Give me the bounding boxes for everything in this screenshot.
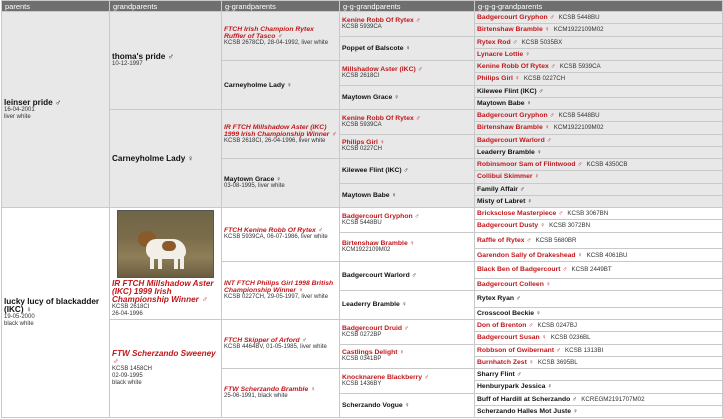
gg-grandparent-detail: KCSB 0227CH xyxy=(342,146,383,153)
g-grandparent-name[interactable]: FTCH Irish Champion Rytex Ruffler of Tasco ♂ xyxy=(224,25,314,40)
grandparent-name[interactable]: FTW Scherzando Sweeney ♂ xyxy=(112,349,216,366)
ggg-grandparent-cell xyxy=(475,208,723,220)
ggg-grandparent-reg: KCSB 4350CB xyxy=(586,161,628,169)
ggg-grandparent-cell xyxy=(475,220,723,232)
g-grandparent-detail: KCSB 4464BV, 01-05-1985, liver white xyxy=(224,344,327,350)
ggg-grandparent-cell xyxy=(475,393,723,405)
g-grandparent-cell xyxy=(222,261,340,319)
g-grandparent-cell xyxy=(222,159,340,208)
grandparent-cell xyxy=(110,208,222,320)
grandparent-detail: 26-04-1996 xyxy=(112,311,143,317)
ggg-grandparent-cell xyxy=(475,307,723,319)
ggg-grandparent-reg: KCSB 4061BU xyxy=(586,251,628,259)
grandparent-cell xyxy=(110,12,222,110)
g-grandparent-name[interactable]: FTCH Skipper of Arford ♂ xyxy=(224,337,307,344)
gg-grandparent-cell xyxy=(340,110,475,135)
ggg-grandparent-cell xyxy=(475,369,723,381)
ggg-grandparent-cell xyxy=(475,290,723,307)
grandparent-detail: KCSB 1458CH xyxy=(112,366,153,372)
parent-name[interactable]: leinser pride ♂ xyxy=(4,97,62,107)
grandparent-name[interactable]: Carneyholme Lady ♀ xyxy=(112,153,194,163)
g-grandparent-name[interactable]: IR FTCH Millshadow Aster (IKC) 1999 Irish Championship Winner ♂ xyxy=(224,123,337,138)
grandparent-detail: KCSB 2618CI xyxy=(112,304,150,310)
ggg-grandparent-cell xyxy=(475,278,723,290)
gg-grandparent-cell xyxy=(340,36,475,61)
g-grandparent-cell xyxy=(222,110,340,159)
gg-grandparent-name[interactable]: Philips Girl ♀ xyxy=(342,139,385,147)
ggg-grandparent-name[interactable]: Birtenshaw Bramble ♀ xyxy=(477,124,550,132)
gg-grandparent-name[interactable]: Millshadow Aster (IKC) ♂ xyxy=(342,65,423,73)
ggg-grandparent-name[interactable]: Garendon Sally of Drakeshead ♀ xyxy=(477,251,583,259)
header-row xyxy=(2,1,723,12)
ggg-grandparent-name[interactable]: Don of Brenton ♂ xyxy=(477,322,534,330)
gg-grandparent-cell xyxy=(340,232,475,261)
parent-detail: black white xyxy=(4,320,34,327)
ggg-grandparent-name[interactable]: Rytex Rod ♂ xyxy=(477,38,518,46)
ggg-grandparent-cell xyxy=(475,249,723,261)
ggg-grandparent-name[interactable]: Collibui Skimmer ♀ xyxy=(477,173,540,181)
grandparent-cell xyxy=(110,320,222,418)
pedigree-body xyxy=(2,12,723,418)
gg-grandparent-cell xyxy=(340,85,475,110)
ggg-grandparent-name[interactable]: Robinsmoor Sam of Flintwood ♂ xyxy=(477,161,583,169)
dog-leg xyxy=(174,255,178,269)
g-grandparent-cell xyxy=(222,369,340,418)
ggg-grandparent-reg: KCSB 0236BL xyxy=(550,334,591,342)
ggg-grandparent-cell xyxy=(475,261,723,278)
gg-grandparent-cell xyxy=(340,61,475,86)
ggg-grandparent-reg: KCSB 5448BU xyxy=(558,112,600,120)
ggg-grandparent-cell xyxy=(475,159,723,171)
dog-photo[interactable] xyxy=(117,210,214,278)
g-grandparent-name[interactable]: Carneyholme Lady ♀ xyxy=(224,81,292,89)
pedigree-row xyxy=(2,320,723,332)
ggg-grandparent-reg: KCM1922109M02 xyxy=(553,124,604,132)
gg-grandparent-cell xyxy=(340,261,475,290)
gg-grandparent-detail: KCM1922109M02 xyxy=(342,246,391,253)
ggg-grandparent-cell xyxy=(475,24,723,36)
g-grandparent-detail: KCSB 2678CD, 28-04-1992, liver white xyxy=(224,39,329,46)
ggg-grandparent-name[interactable]: Kenine Robb Of Rytex ♂ xyxy=(477,63,556,71)
parent-cell xyxy=(2,12,110,208)
parent-detail: 16-04-2001 xyxy=(4,106,35,113)
gg-grandparent-name[interactable]: Kenine Robb Of Rytex ♂ xyxy=(342,16,421,24)
ggg-grandparent-cell xyxy=(475,85,723,97)
gg-grandparent-name[interactable]: Knocknarene Blackberry ♂ xyxy=(342,373,430,381)
ggg-grandparent-reg: KCSB 5448BU xyxy=(558,14,600,22)
ggg-grandparent-reg: KCSB 2449BT xyxy=(571,266,612,274)
ggg-grandparent-cell xyxy=(475,381,723,393)
gg-grandparent-detail: KCSB 2618CI xyxy=(342,72,380,79)
gg-grandparent-name[interactable]: Maytown Babe ♀ xyxy=(342,191,397,199)
ggg-grandparent-cell xyxy=(475,183,723,195)
gg-grandparent-name[interactable]: Kenine Robb Of Rytex ♂ xyxy=(342,114,421,122)
header-g-grandparents: g-grandparents xyxy=(222,1,340,12)
g-grandparent-detail: 25-06-1991, black white xyxy=(224,393,288,399)
ggg-grandparent-cell xyxy=(475,356,723,368)
gg-grandparent-name[interactable]: Scherzando Vogue ♀ xyxy=(342,401,410,409)
ggg-grandparent-reg: KCSB 5680BR xyxy=(535,236,577,244)
gg-grandparent-name[interactable]: Poppet of Balscote ♀ xyxy=(342,44,411,52)
gg-grandparent-cell xyxy=(340,208,475,233)
ggg-grandparent-reg: KCSB 5939CA xyxy=(559,63,601,71)
ggg-grandparent-cell xyxy=(475,36,723,48)
ggg-grandparent-name[interactable]: Henburypark Jessica ♀ xyxy=(477,383,553,391)
header-parents: parents xyxy=(2,1,110,12)
grandparent-cell xyxy=(110,110,222,208)
pedigree-row xyxy=(2,12,723,24)
gg-grandparent-name[interactable]: Birtenshaw Bramble ♀ xyxy=(342,239,415,247)
ggg-grandparent-name[interactable]: Bricksclose Masterpiece ♂ xyxy=(477,210,564,218)
ggg-grandparent-cell xyxy=(475,405,723,417)
gg-grandparent-detail: KCSB 5939CA xyxy=(342,121,382,128)
ggg-grandparent-name[interactable]: Badgercourt Susan ♀ xyxy=(477,334,547,342)
g-grandparent-cell xyxy=(222,320,340,369)
ggg-grandparent-reg: KCSB 3695BL xyxy=(537,358,578,366)
gg-grandparent-cell xyxy=(340,159,475,184)
ggg-grandparent-name[interactable]: Philips Girl ♀ xyxy=(477,75,520,83)
ggg-grandparent-name[interactable]: Black Ben of Badgercourt ♂ xyxy=(477,266,568,274)
ggg-grandparent-cell xyxy=(475,48,723,60)
g-grandparent-detail: KCSB 0227CH, 29-05-1997, liver white xyxy=(224,293,329,300)
ggg-grandparent-cell xyxy=(475,61,723,73)
gg-grandparent-cell xyxy=(340,183,475,208)
ggg-grandparent-cell xyxy=(475,12,723,24)
g-grandparent-cell xyxy=(222,12,340,61)
gg-grandparent-name[interactable]: Maytown Grace ♀ xyxy=(342,93,400,101)
ggg-grandparent-cell xyxy=(475,344,723,356)
ggg-grandparent-cell xyxy=(475,332,723,344)
ggg-grandparent-name[interactable]: Crosscool Beckie ♀ xyxy=(477,309,542,317)
parent-detail: 19-05-2000 xyxy=(4,313,35,320)
g-grandparent-name[interactable]: FTW Scherzando Bramble ♀ xyxy=(224,386,316,393)
header-gg-grandparents: g-g-grandparents xyxy=(340,1,475,12)
ggg-grandparent-cell xyxy=(475,171,723,183)
grandparent-detail: 02-09-1995 xyxy=(112,373,143,379)
gg-grandparent-cell xyxy=(340,134,475,159)
ggg-grandparent-name[interactable]: Burnhatch Zest ♀ xyxy=(477,358,534,366)
gg-grandparent-cell xyxy=(340,12,475,37)
ggg-grandparent-name[interactable]: Birtenshaw Bramble ♀ xyxy=(477,26,550,34)
ggg-grandparent-name[interactable]: Family Affair ♂ xyxy=(477,185,525,193)
gg-grandparent-name[interactable]: Badgercourt Warlord ♂ xyxy=(342,272,417,280)
gg-grandparent-name[interactable]: Kilewee Flint (IKC) ♂ xyxy=(342,167,409,175)
parent-cell xyxy=(2,208,110,418)
ggg-grandparent-name[interactable]: Badgercourt Dusty ♀ xyxy=(477,222,546,230)
ggg-grandparent-cell xyxy=(475,97,723,109)
ggg-grandparent-name[interactable]: Badgercourt Colleen ♀ xyxy=(477,280,551,288)
gg-grandparent-name[interactable]: Castlings Delight ♀ xyxy=(342,349,405,357)
ggg-grandparent-cell xyxy=(475,320,723,332)
ggg-grandparent-name[interactable]: Badgercourt Gryphon ♂ xyxy=(477,112,555,120)
ggg-grandparent-cell xyxy=(475,134,723,146)
dog-spot xyxy=(162,241,176,251)
ggg-grandparent-cell xyxy=(475,73,723,85)
ggg-grandparent-name[interactable]: Kilewee Flint (IKC) ♂ xyxy=(477,87,544,95)
gg-grandparent-name[interactable]: Badgercourt Druid ♂ xyxy=(342,324,410,332)
parent-detail: liver white xyxy=(4,113,31,120)
gg-grandparent-name[interactable]: Leaderry Bramble ♀ xyxy=(342,301,407,309)
g-grandparent-name[interactable]: FTCH Kenine Robb Of Rytex ♂ xyxy=(224,227,323,235)
g-grandparent-name[interactable]: INT FTCH Philips Girl 1998 British Championship Winner ♀ xyxy=(224,279,334,294)
pedigree-table xyxy=(1,0,723,418)
ggg-grandparent-reg: KCSB 0227CH xyxy=(523,75,566,83)
ggg-grandparent-cell xyxy=(475,122,723,134)
gg-grandparent-cell xyxy=(340,393,475,418)
ggg-grandparent-reg: KCSB 3072BN xyxy=(549,222,591,230)
gg-grandparent-detail: KCSB 5939CA xyxy=(342,23,382,30)
ggg-grandparent-name[interactable]: Badgercourt Warlord ♂ xyxy=(477,136,552,144)
ggg-grandparent-cell xyxy=(475,232,723,249)
pedigree-row xyxy=(2,110,723,122)
dog-leg xyxy=(150,255,154,269)
g-grandparent-cell xyxy=(222,61,340,110)
gg-grandparent-cell xyxy=(340,369,475,394)
gg-grandparent-cell xyxy=(340,320,475,345)
grandparent-detail: 10-12-1997 xyxy=(112,61,143,67)
gg-grandparent-cell xyxy=(340,290,475,319)
ggg-grandparent-reg: KCSB 1313BI xyxy=(565,346,604,354)
gg-grandparent-cell xyxy=(340,344,475,369)
g-grandparent-detail: KCSB 5939CA, 06-07-1986, liver white xyxy=(224,234,328,241)
ggg-grandparent-name[interactable]: Misty of Labret ♀ xyxy=(477,197,533,205)
gg-grandparent-name[interactable]: Badgercourt Gryphon ♂ xyxy=(342,212,420,220)
ggg-grandparent-name[interactable]: Scherzando Halles Mot Juste ♀ xyxy=(477,407,579,415)
pedigree-row xyxy=(2,208,723,220)
ggg-grandparent-name[interactable]: Buff of Hardill at Scherzando ♂ xyxy=(477,395,578,403)
ggg-grandparent-reg: KCREGM2191707M02 xyxy=(581,395,645,403)
header-ggg-grandparents: g-g-g-grandparents xyxy=(475,1,723,12)
ggg-grandparent-reg: KCSB 3067BN xyxy=(567,210,609,218)
ggg-grandparent-name[interactable]: Raffle of Rytex ♂ xyxy=(477,236,532,244)
ggg-grandparent-name[interactable]: Maytown Babe ♀ xyxy=(477,99,532,107)
ggg-grandparent-reg: KCM1922109M02 xyxy=(553,26,604,34)
ggg-grandparent-name[interactable]: Robbson of Gwibernant ♂ xyxy=(477,346,562,354)
ggg-grandparent-name[interactable]: Lynacre Lottie ♀ xyxy=(477,50,531,58)
grandparent-detail: black white xyxy=(112,380,142,386)
ggg-grandparent-cell xyxy=(475,146,723,158)
ggg-grandparent-reg: KCSB 0247BJ xyxy=(537,322,578,330)
grandparent-name[interactable]: thoma's pride ♂ xyxy=(112,52,174,61)
ggg-grandparent-name[interactable]: Leaderry Bramble ♀ xyxy=(477,148,542,156)
grandparent-name[interactable]: IR FTCH Millshadow Aster (IKC) 1999 Irish Championship Winner ♂ xyxy=(112,279,214,304)
gg-grandparent-detail: KCSB 5448BU xyxy=(342,219,382,226)
parent-name[interactable]: lucky lucy of blackadder (IKC) ♀ xyxy=(4,296,100,314)
gg-grandparent-detail: KCSB 1436BY xyxy=(342,380,382,387)
g-grandparent-name[interactable]: Maytown Grace ♀ xyxy=(224,176,282,183)
g-grandparent-cell xyxy=(222,208,340,262)
ggg-grandparent-cell xyxy=(475,195,723,207)
ggg-grandparent-cell xyxy=(475,110,723,122)
g-grandparent-detail: KCSB 2618CI, 26-04-1996, liver white xyxy=(224,137,326,144)
ggg-grandparent-name[interactable]: Badgercourt Gryphon ♂ xyxy=(477,14,555,22)
ggg-grandparent-name[interactable]: Rytex Ryan ♂ xyxy=(477,295,522,303)
g-grandparent-detail: 03-08-1995, liver white xyxy=(224,183,285,189)
gg-grandparent-detail: KCSB 0272BP xyxy=(342,331,382,338)
dog-leg xyxy=(158,255,162,269)
ggg-grandparent-reg: KCSB 5035BX xyxy=(521,38,563,46)
dog-leg xyxy=(180,255,184,269)
gg-grandparent-detail: KCSB 0341BP xyxy=(342,356,382,363)
ggg-grandparent-name[interactable]: Sharry Flint ♂ xyxy=(477,371,522,379)
header-grandparents: grandparents xyxy=(110,1,222,12)
